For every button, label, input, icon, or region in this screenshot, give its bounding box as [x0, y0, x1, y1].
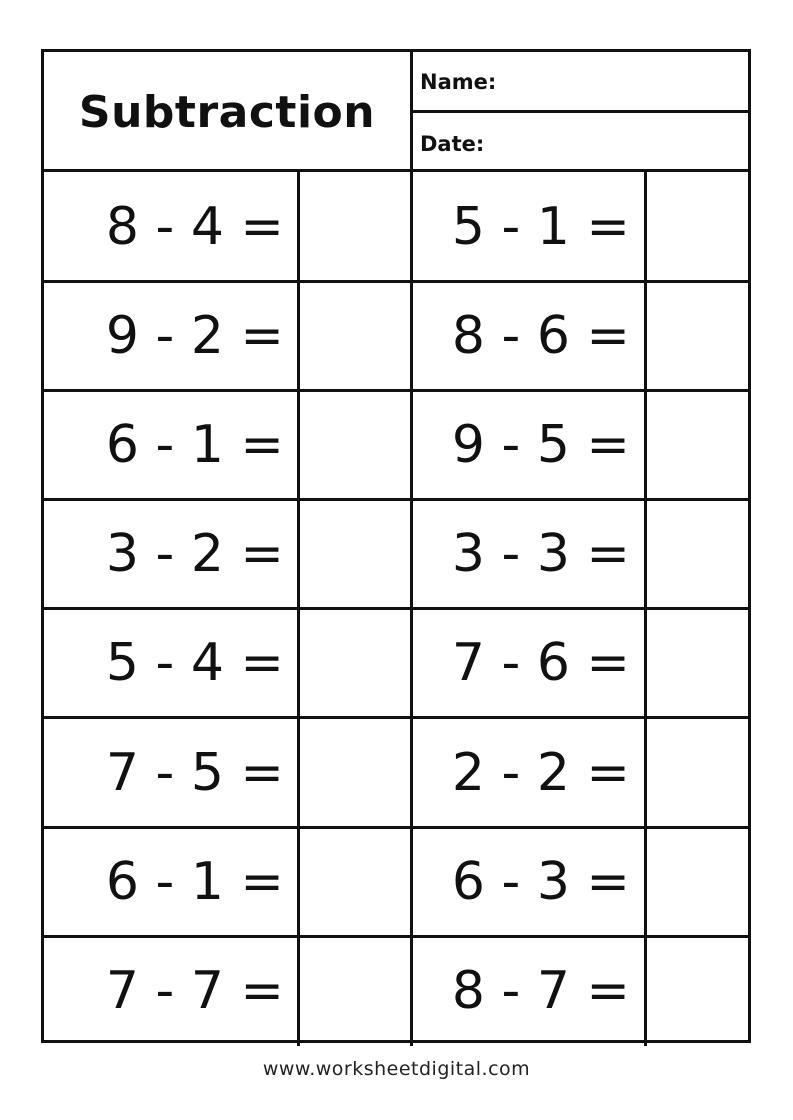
problem-row	[44, 500, 748, 609]
answer-box-right[interactable]	[647, 172, 748, 281]
answer-box-right[interactable]	[647, 500, 748, 609]
problem-expression-right: 2 - 2 =	[451, 742, 630, 803]
answer-box-right[interactable]	[647, 936, 748, 1045]
problem-expression-left: 5 - 4 =	[105, 633, 284, 694]
answer-box-right[interactable]	[647, 827, 748, 936]
problem-expression-left: 8 - 4 =	[105, 196, 284, 257]
problem-row	[44, 609, 748, 718]
answer-box-right[interactable]	[647, 390, 748, 499]
problem-expression-left: 3 - 2 =	[105, 524, 284, 585]
problem-expression-left: 7 - 7 =	[105, 960, 284, 1021]
answer-box-left[interactable]	[299, 390, 407, 499]
answer-box-right[interactable]	[647, 281, 748, 390]
problem-row	[44, 281, 748, 390]
date-label: Date:	[420, 132, 485, 156]
name-label: Name:	[420, 70, 497, 94]
worksheet	[41, 49, 751, 1043]
problem-expression-left: 7 - 5 =	[105, 742, 284, 803]
problem-expression-left: 6 - 1 =	[105, 851, 284, 912]
problem-grid	[44, 172, 748, 1046]
problem-expression-right: 3 - 3 =	[451, 524, 630, 585]
problem-row	[44, 172, 748, 281]
answer-box-left[interactable]	[299, 172, 407, 281]
answer-box-right[interactable]	[647, 609, 748, 718]
problem-row	[44, 936, 748, 1045]
problem-expression-right: 9 - 5 =	[451, 414, 630, 475]
answer-box-right[interactable]	[647, 718, 748, 827]
answer-box-left[interactable]	[299, 281, 407, 390]
worksheet-title: Subtraction	[78, 86, 376, 138]
answer-box-left[interactable]	[299, 609, 407, 718]
problem-expression-left: 6 - 1 =	[105, 414, 284, 475]
problem-expression-right: 7 - 6 =	[451, 633, 630, 694]
name-date-divider	[410, 110, 748, 113]
problem-expression-right: 5 - 1 =	[451, 196, 630, 257]
problem-row	[44, 827, 748, 936]
problem-expression-right: 8 - 6 =	[451, 305, 630, 366]
answer-box-left[interactable]	[299, 718, 407, 827]
problem-expression-right: 6 - 3 =	[451, 851, 630, 912]
problem-expression-right: 8 - 7 =	[451, 960, 630, 1021]
problem-row	[44, 390, 748, 499]
problem-row	[44, 718, 748, 827]
answer-box-left[interactable]	[299, 936, 407, 1045]
footer-website: www.worksheetdigital.com	[262, 1058, 531, 1080]
answer-box-left[interactable]	[299, 500, 407, 609]
answer-box-left[interactable]	[299, 827, 407, 936]
problem-expression-left: 9 - 2 =	[105, 305, 284, 366]
